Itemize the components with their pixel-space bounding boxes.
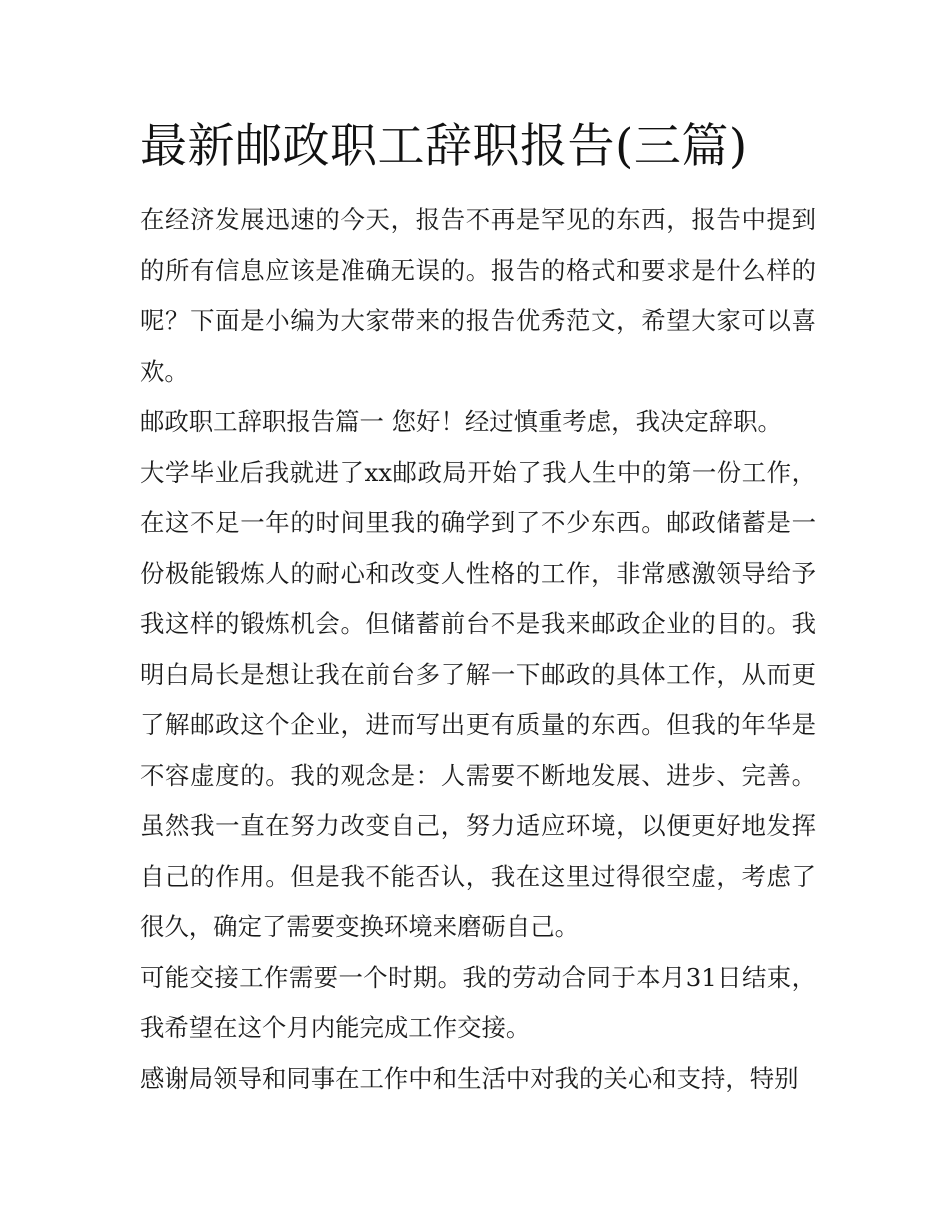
paragraph-opening: 邮政职工辞职报告篇一 您好！经过慎重考虑，我决定辞职。: [140, 407, 782, 436]
document-title: 最新邮政职工辞职报告(三篇): [140, 119, 748, 174]
paragraph-thanks: 感谢局领导和同事在工作中和生活中对我的关心和支持，特别: [140, 1063, 799, 1093]
paragraph-handover: 可能交接工作需要一个时期。我的劳动合同于本月31日结束，我希望在这个月内能完成工作交接。: [140, 962, 816, 1042]
document-body: [140, 195, 816, 1104]
paragraph-intro: 在经济发展迅速的今天，报告不再是罕见的东西，报告中提到的所有信息应该是准确无误的。报告的格式和要求是什么样的呢？下面是小编为大家带来的报告优秀范文，希望大家可以喜欢。: [140, 205, 816, 386]
paragraph-main: 大学毕业后我就进了xx邮政局开始了我人生中的第一份工作，在这不足一年的时间里我的确学到了不少东西。邮政储蓄是一份极能锻炼人的耐心和改变人性格的工作，非常感激领导给予我这样的锻炼机会。但储蓄前台不是我来邮政企业的目的。我明白局长是想让我在前台多了解一下邮政的具体工作，从而更了解邮政这个企业，进而写出更有质量的东西。但我的年华是不容虚度的。我的观念是：人需要不断地发展、进步、完善。虽然我一直在努力改变自己，努力适应环境，以便更好地发挥自己的作用。但是我不能否认，我在这里过得很空虚，考虑了很久，确定了需要变换环境来磨砺自己。: [140, 457, 816, 941]
